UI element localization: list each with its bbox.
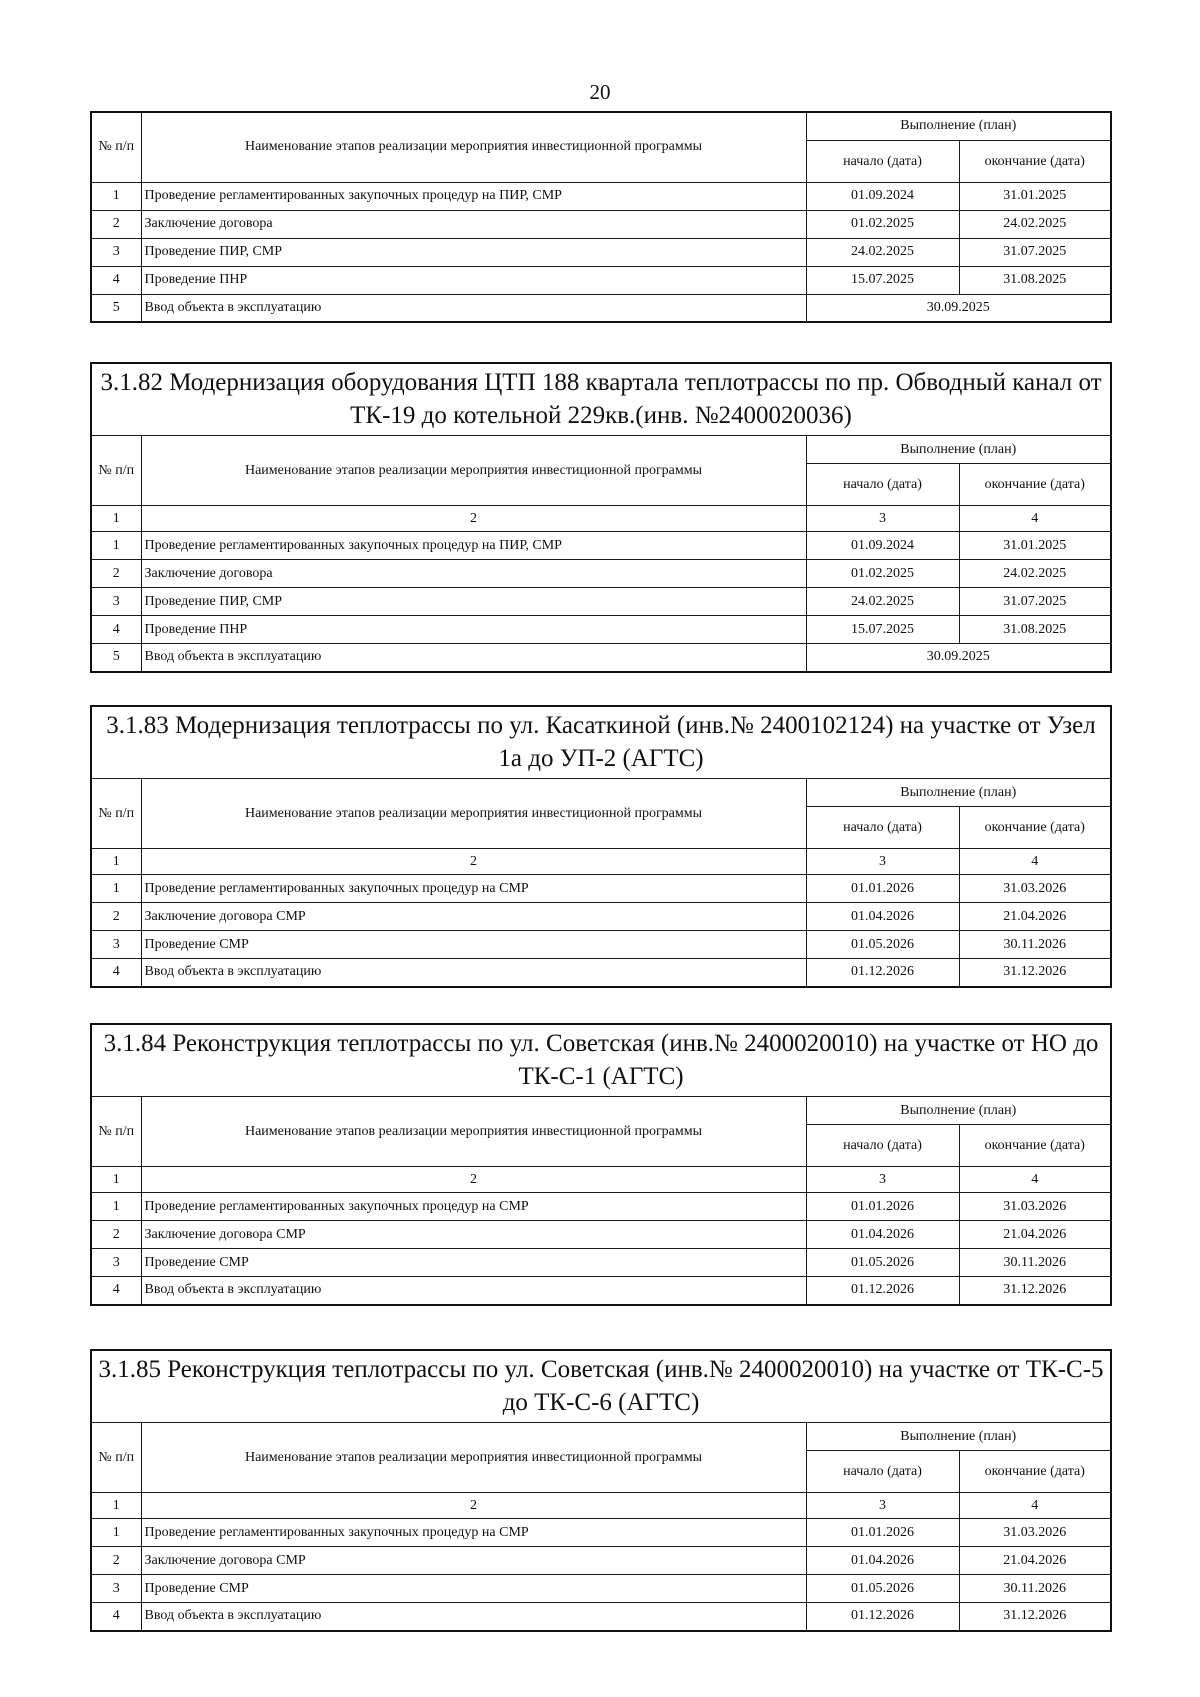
column-number: 2 — [141, 1167, 806, 1193]
start-date: 01.09.2024 — [806, 532, 959, 560]
table-title-row — [91, 363, 1111, 436]
start-date: 01.01.2026 — [806, 1519, 959, 1547]
table-title-row — [91, 1350, 1111, 1423]
header-execution: Выполнение (план) — [806, 1423, 1111, 1451]
table-title-row — [91, 1024, 1111, 1097]
column-numbers-row — [91, 1493, 1111, 1519]
column-number: 4 — [959, 1493, 1111, 1519]
table-row — [91, 182, 1111, 210]
end-date: 31.03.2026 — [959, 1193, 1111, 1221]
table-row — [91, 266, 1111, 294]
start-date: 01.12.2026 — [806, 1277, 959, 1305]
end-date: 31.12.2026 — [959, 1603, 1111, 1631]
start-date: 01.04.2026 — [806, 1547, 959, 1575]
header-stage-name: Наименование этапов реализации мероприятия инвестиционной программы — [141, 1097, 806, 1167]
header-execution: Выполнение (план) — [806, 112, 1111, 140]
header-num: № п/п — [91, 436, 141, 506]
table-row — [91, 959, 1111, 987]
end-date: 31.12.2026 — [959, 1277, 1111, 1305]
table-row — [91, 294, 1111, 322]
row-number: 3 — [91, 238, 141, 266]
table-row — [91, 532, 1111, 560]
column-number: 1 — [91, 1167, 141, 1193]
header-stage-name: Наименование этапов реализации мероприятия инвестиционной программы — [141, 436, 806, 506]
end-date: 31.03.2026 — [959, 1519, 1111, 1547]
table-row — [91, 1547, 1111, 1575]
header-stage-name: Наименование этапов реализации мероприятия инвестиционной программы — [141, 779, 806, 849]
row-number: 1 — [91, 532, 141, 560]
header-num: № п/п — [91, 1423, 141, 1493]
table-row — [91, 560, 1111, 588]
end-date: 31.01.2025 — [959, 532, 1111, 560]
stage-name: Заключение договора — [141, 210, 806, 238]
column-number: 2 — [141, 849, 806, 875]
commissioning-date: 30.09.2025 — [806, 644, 1111, 672]
start-date: 01.12.2026 — [806, 1603, 959, 1631]
start-date: 01.02.2025 — [806, 210, 959, 238]
row-number: 3 — [91, 1575, 141, 1603]
table-row — [91, 238, 1111, 266]
schedule-table-block — [90, 111, 1110, 323]
start-date: 24.02.2025 — [806, 238, 959, 266]
row-number: 2 — [91, 210, 141, 238]
start-date: 01.05.2026 — [806, 931, 959, 959]
start-date: 01.02.2025 — [806, 560, 959, 588]
schedule-table-block — [90, 1023, 1110, 1306]
table-row — [91, 1603, 1111, 1631]
start-date: 01.05.2026 — [806, 1249, 959, 1277]
row-number: 3 — [91, 588, 141, 616]
column-number: 4 — [959, 1167, 1111, 1193]
row-number: 1 — [91, 875, 141, 903]
header-stage-name: Наименование этапов реализации мероприятия инвестиционной программы — [141, 112, 806, 182]
header-start: начало (дата) — [806, 140, 959, 182]
row-number: 2 — [91, 903, 141, 931]
stage-name: Ввод объекта в эксплуатацию — [141, 644, 806, 672]
schedule-table — [90, 111, 1112, 323]
column-number: 2 — [141, 1493, 806, 1519]
header-end: окончание (дата) — [959, 807, 1111, 849]
end-date: 31.03.2026 — [959, 875, 1111, 903]
table-row — [91, 210, 1111, 238]
end-date: 30.11.2026 — [959, 931, 1111, 959]
start-date: 01.01.2026 — [806, 1193, 959, 1221]
end-date: 31.01.2025 — [959, 182, 1111, 210]
stage-name: Проведение регламентированных закупочных процедур на СМР — [141, 1519, 806, 1547]
row-number: 2 — [91, 560, 141, 588]
header-start: начало (дата) — [806, 464, 959, 506]
header-row — [91, 1423, 1111, 1451]
header-row — [91, 436, 1111, 464]
table-title: 3.1.84 Реконструкция теплотрассы по ул. Советская (инв.№ 2400020010) на участке от НО до ТК-С-1 (АГТС) — [91, 1024, 1111, 1097]
table-row — [91, 931, 1111, 959]
schedule-table-block — [90, 705, 1110, 988]
table-row — [91, 1221, 1111, 1249]
header-execution: Выполнение (план) — [806, 1097, 1111, 1125]
stage-name: Проведение ПНР — [141, 616, 806, 644]
end-date: 31.07.2025 — [959, 238, 1111, 266]
column-number: 2 — [141, 506, 806, 532]
column-number: 1 — [91, 506, 141, 532]
row-number: 4 — [91, 1603, 141, 1631]
column-number: 1 — [91, 1493, 141, 1519]
table-title: 3.1.83 Модернизация теплотрассы по ул. Касаткиной (инв.№ 2400102124) на участке от Узел 1а до УП-2 (АГТС) — [91, 706, 1111, 779]
start-date: 01.04.2026 — [806, 903, 959, 931]
start-date: 01.01.2026 — [806, 875, 959, 903]
end-date: 31.08.2025 — [959, 616, 1111, 644]
table-row — [91, 1575, 1111, 1603]
table-row — [91, 903, 1111, 931]
header-num: № п/п — [91, 779, 141, 849]
header-start: начало (дата) — [806, 807, 959, 849]
row-number: 4 — [91, 959, 141, 987]
start-date: 01.09.2024 — [806, 182, 959, 210]
row-number: 1 — [91, 182, 141, 210]
start-date: 01.04.2026 — [806, 1221, 959, 1249]
commissioning-date: 30.09.2025 — [806, 294, 1111, 322]
end-date: 21.04.2026 — [959, 903, 1111, 931]
start-date: 24.02.2025 — [806, 588, 959, 616]
column-number: 4 — [959, 849, 1111, 875]
header-end: окончание (дата) — [959, 140, 1111, 182]
column-number: 3 — [806, 1493, 959, 1519]
table-title: 3.1.85 Реконструкция теплотрассы по ул. Советская (инв.№ 2400020010) на участке от ТК-С-5 до ТК-С-6 (АГТС) — [91, 1350, 1111, 1423]
table-row — [91, 1277, 1111, 1305]
schedule-table — [90, 362, 1112, 673]
row-number: 4 — [91, 616, 141, 644]
stage-name: Заключение договора СМР — [141, 1547, 806, 1575]
end-date: 30.11.2026 — [959, 1575, 1111, 1603]
header-row — [91, 1097, 1111, 1125]
table-row — [91, 1519, 1111, 1547]
stage-name: Проведение регламентированных закупочных процедур на СМР — [141, 875, 806, 903]
stage-name: Заключение договора — [141, 560, 806, 588]
header-row — [91, 112, 1111, 140]
schedule-table — [90, 705, 1112, 988]
header-execution: Выполнение (план) — [806, 779, 1111, 807]
row-number: 1 — [91, 1193, 141, 1221]
stage-name: Проведение СМР — [141, 931, 806, 959]
schedule-table — [90, 1349, 1112, 1632]
column-number: 3 — [806, 506, 959, 532]
start-date: 01.12.2026 — [806, 959, 959, 987]
header-num: № п/п — [91, 1097, 141, 1167]
end-date: 31.08.2025 — [959, 266, 1111, 294]
row-number: 4 — [91, 266, 141, 294]
column-number: 3 — [806, 849, 959, 875]
end-date: 21.04.2026 — [959, 1221, 1111, 1249]
header-end: окончание (дата) — [959, 1451, 1111, 1493]
table-row — [91, 588, 1111, 616]
column-number: 1 — [91, 849, 141, 875]
table-row — [91, 1193, 1111, 1221]
stage-name: Проведение ПИР, СМР — [141, 588, 806, 616]
table-title: 3.1.82 Модернизация оборудования ЦТП 188 квартала теплотрассы по пр. Обводный канал от ТК-19 до котельной 229кв.(инв. №2400020036) — [91, 363, 1111, 436]
row-number: 2 — [91, 1221, 141, 1249]
start-date: 15.07.2025 — [806, 616, 959, 644]
stage-name: Заключение договора СМР — [141, 1221, 806, 1249]
end-date: 21.04.2026 — [959, 1547, 1111, 1575]
stage-name: Проведение регламентированных закупочных процедур на ПИР, СМР — [141, 182, 806, 210]
row-number: 3 — [91, 1249, 141, 1277]
column-numbers-row — [91, 849, 1111, 875]
header-stage-name: Наименование этапов реализации мероприятия инвестиционной программы — [141, 1423, 806, 1493]
header-end: окончание (дата) — [959, 464, 1111, 506]
header-start: начало (дата) — [806, 1451, 959, 1493]
table-row — [91, 875, 1111, 903]
stage-name: Ввод объекта в эксплуатацию — [141, 1277, 806, 1305]
stage-name: Проведение ПИР, СМР — [141, 238, 806, 266]
header-start: начало (дата) — [806, 1125, 959, 1167]
stage-name: Ввод объекта в эксплуатацию — [141, 1603, 806, 1631]
row-number: 4 — [91, 1277, 141, 1305]
stage-name: Заключение договора СМР — [141, 903, 806, 931]
column-numbers-row — [91, 1167, 1111, 1193]
column-numbers-row — [91, 506, 1111, 532]
page-number: 20 — [589, 80, 611, 104]
stage-name: Проведение регламентированных закупочных процедур на СМР — [141, 1193, 806, 1221]
header-execution: Выполнение (план) — [806, 436, 1111, 464]
stage-name: Проведение СМР — [141, 1249, 806, 1277]
end-date: 31.12.2026 — [959, 959, 1111, 987]
stage-name: Ввод объекта в эксплуатацию — [141, 294, 806, 322]
end-date: 31.07.2025 — [959, 588, 1111, 616]
end-date: 24.02.2025 — [959, 210, 1111, 238]
row-number: 3 — [91, 931, 141, 959]
stage-name: Проведение ПНР — [141, 266, 806, 294]
header-num: № п/п — [91, 112, 141, 182]
row-number: 5 — [91, 294, 141, 322]
start-date: 15.07.2025 — [806, 266, 959, 294]
stage-name: Ввод объекта в эксплуатацию — [141, 959, 806, 987]
column-number: 4 — [959, 506, 1111, 532]
row-number: 5 — [91, 644, 141, 672]
table-row — [91, 616, 1111, 644]
table-title-row — [91, 706, 1111, 779]
row-number: 1 — [91, 1519, 141, 1547]
stage-name: Проведение регламентированных закупочных процедур на ПИР, СМР — [141, 532, 806, 560]
schedule-table — [90, 1023, 1112, 1306]
header-end: окончание (дата) — [959, 1125, 1111, 1167]
row-number: 2 — [91, 1547, 141, 1575]
column-number: 3 — [806, 1167, 959, 1193]
end-date: 24.02.2025 — [959, 560, 1111, 588]
header-row — [91, 779, 1111, 807]
stage-name: Проведение СМР — [141, 1575, 806, 1603]
table-row — [91, 1249, 1111, 1277]
schedule-table-block — [90, 1349, 1110, 1632]
start-date: 01.05.2026 — [806, 1575, 959, 1603]
table-row — [91, 644, 1111, 672]
schedule-table-block — [90, 362, 1110, 673]
end-date: 30.11.2026 — [959, 1249, 1111, 1277]
